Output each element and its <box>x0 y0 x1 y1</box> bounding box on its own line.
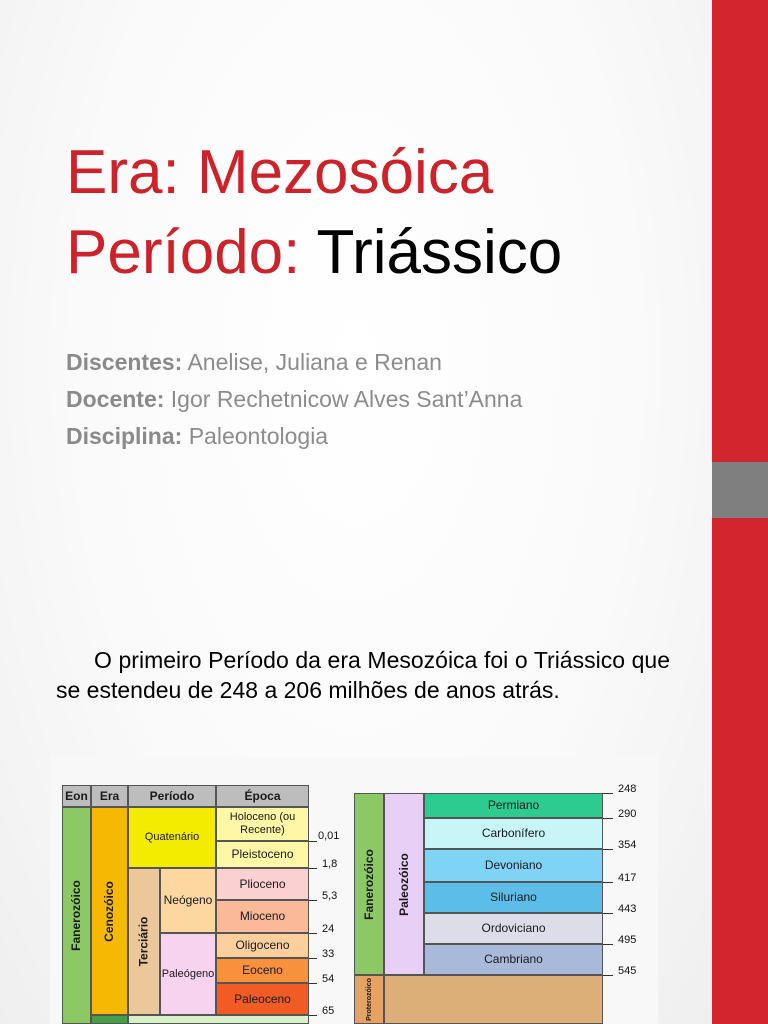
tick-line <box>603 849 613 850</box>
subperiod-paleogeno: Paleógeno <box>160 933 216 1015</box>
age-label: 443 <box>618 903 637 915</box>
header-periodo: Período <box>128 785 216 807</box>
age-label: 65 <box>322 1005 335 1017</box>
epoch-holoceno: Holoceno (ou Recente) <box>216 807 309 841</box>
tick-line <box>309 841 317 842</box>
period-ordoviciano: Ordoviciano <box>424 913 603 944</box>
header-eon: Eon <box>62 785 91 807</box>
period-quaternario: Quatenário <box>128 807 216 868</box>
side-accent-block <box>712 462 768 518</box>
eon-proterozoico: Proterozóico <box>354 975 384 1024</box>
age-label: 354 <box>618 839 637 851</box>
epoch-paleoceno: Paleoceno <box>216 983 309 1015</box>
period-cambriano: Cambriano <box>424 944 603 975</box>
intro-paragraph: O primeiro Período da era Mesozóica foi o Triássico que se estendeu de 248 a 206 milhões de anos atrás. <box>56 647 670 703</box>
docente-line: Docente: Igor Rechetnicow Alves Sant’Anna <box>66 386 523 412</box>
tick-line <box>603 882 613 883</box>
age-label: 33 <box>322 948 335 960</box>
epoch-mioceno: Mioceno <box>216 900 309 933</box>
tick-line <box>309 958 317 959</box>
tick-line <box>309 1015 317 1016</box>
age-label: 24 <box>322 923 335 935</box>
period-carbonifero: Carbonífero <box>424 818 603 849</box>
discentes-line: Discentes: Anelise, Juliana e Renan <box>66 349 442 375</box>
epoch-eoceno: Eoceno <box>216 958 309 983</box>
slide-title <box>66 133 562 293</box>
period-terciario: Terciário <box>128 868 160 1015</box>
epoch-oligoceno: Oligoceno <box>216 933 309 958</box>
eon-fanerozoico-2: Fanerozóico <box>354 793 384 975</box>
period-siluriano: Siluriano <box>424 882 603 913</box>
age-label: 0,01 <box>318 830 340 842</box>
header-era: Era <box>91 785 128 807</box>
tick-line <box>603 793 613 794</box>
title-line-periodo: Período: Triássico <box>66 218 563 287</box>
age-label: 545 <box>618 965 637 977</box>
era-mesozoico-strip <box>91 1015 128 1024</box>
geologic-timescale-figure <box>50 757 658 1024</box>
tick-line <box>309 900 317 901</box>
tick-line <box>603 913 613 914</box>
tick-line <box>309 868 317 869</box>
age-label: 495 <box>618 934 637 946</box>
title-line-era: Era: Mezosóica <box>66 138 494 207</box>
period-devoniano: Devoniano <box>424 849 603 882</box>
tick-line <box>603 944 613 945</box>
disciplina-line: Disciplina: Paleontologia <box>66 423 329 449</box>
age-label: 1,8 <box>322 858 338 870</box>
table1-bottom-strip <box>128 1015 309 1024</box>
age-label: 290 <box>618 808 637 820</box>
subperiod-neogeno: Neógeno <box>160 868 216 933</box>
period-permiano: Permiano <box>424 793 603 818</box>
age-label: 417 <box>618 872 637 884</box>
proterozoico-block <box>384 975 603 1024</box>
epoch-pleistoceno: Pleistoceno <box>216 841 309 868</box>
age-label: 5,3 <box>322 890 338 902</box>
slide-credits <box>66 344 522 455</box>
tick-line <box>603 818 613 819</box>
tick-line <box>309 983 317 984</box>
age-label: 248 <box>618 783 637 795</box>
header-epoca: Época <box>216 785 309 807</box>
eon-fanerozoico: Fanerozóico <box>62 807 91 1024</box>
age-label: 54 <box>322 973 335 985</box>
tick-line <box>309 933 317 934</box>
tick-line <box>603 975 613 976</box>
era-cenozoico: Cenozóico <box>91 807 128 1015</box>
era-paleozoico: Paleozóico <box>384 793 424 975</box>
epoch-plioceno: Plioceno <box>216 868 309 900</box>
